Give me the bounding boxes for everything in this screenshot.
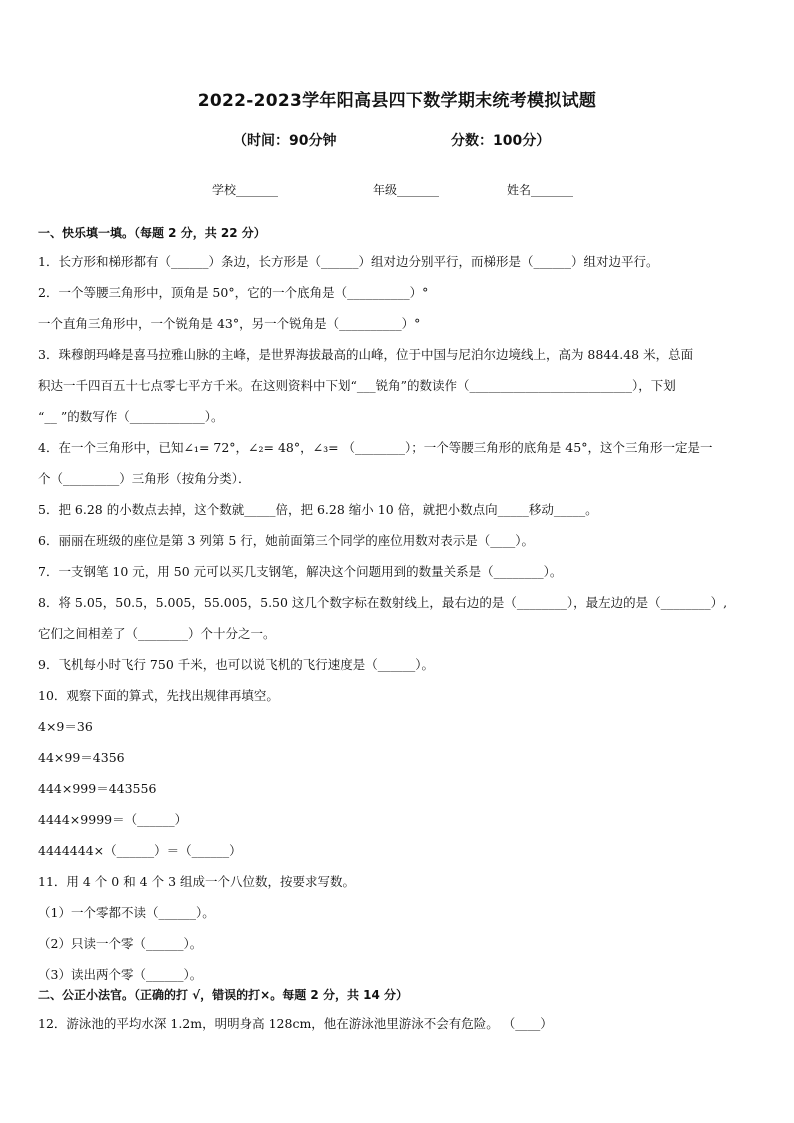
grade-field: 年级_______: [373, 183, 440, 197]
question-line: （2）只读一个零（______）。: [38, 936, 203, 951]
question-line: 6．丽丽在班级的座位是第 3 列第 5 行，她前面第三个同学的座位用数对表示是（____）。: [38, 533, 535, 548]
equation-line: 444×999＝443556: [38, 781, 157, 796]
question-line: 5．把 6.28 的小数点去掉，这个数就_____倍，把 6.28 缩小 10 倍，就把小数点向_____移动_____。: [38, 502, 598, 517]
question-line: 一个直角三角形中，一个锐角是 43°，另一个锐角是（__________）°: [38, 316, 421, 331]
equation-line: 4444×9999＝（______）: [38, 812, 188, 827]
question-line: 11．用 4 个 0 和 4 个 3 组成一个八位数，按要求写数。: [38, 874, 356, 889]
question-line: 1．长方形和梯形都有（______）条边，长方形是（______）组对边分别平行，而梯形是（______）组对边平行。: [38, 254, 659, 269]
question-line: 2．一个等腰三角形中，顶角是 50°，它的一个底角是（__________）°: [38, 285, 429, 300]
question-line: 9．飞机每小时飞行 750 千米，也可以说飞机的飞行速度是（______）。: [38, 657, 435, 672]
page-title: 2022-2023学年阳高县四下数学期末统考模拟试题: [197, 91, 597, 111]
exam-content: [38, 220, 758, 1039]
name-field: 姓名_______: [507, 183, 574, 197]
question-line: 7．一支钢笔 10 元，用 50 元可以买几支钢笔，解决这个问题用到的数量关系是（________）。: [38, 564, 563, 579]
question-line: 10．观察下面的算式，先找出规律再填空。: [38, 688, 279, 703]
equation-line: 44×99＝4356: [38, 750, 125, 765]
section-heading-1: 一、快乐填一填。（每题 2 分，共 22 分）: [38, 226, 266, 240]
question-line: “__ ”的数写作（____________）。: [38, 409, 224, 424]
question-line: 它们之间相差了（________）个十分之一。: [38, 626, 276, 641]
question-line: 3．珠穆朗玛峰是喜马拉雅山脉的主峰，是世界海拔最高的山峰，位于中国与尼泊尔边境线上，高为 8844.48 米，总面: [38, 347, 694, 362]
question-line: （1）一个零都不读（______）。: [38, 905, 215, 920]
question-line: 积达一千四百五十七点零七平方千米。在这则资料中下划“___锐角”的数读作（__________________________），下划: [38, 378, 676, 393]
school-field: 学校_______: [212, 183, 279, 197]
question-line: 个（_________）三角形（按角分类）．: [38, 471, 251, 486]
exam-time: （时间：90分钟: [233, 133, 337, 149]
question-line: 4．在一个三角形中，已知∠₁= 72°，∠₂= 48°，∠₃= （________）；一个等腰三角形的底角是 45°，这个三角形一定是一: [38, 440, 713, 455]
question-line: （3）读出两个零（______）。: [38, 967, 203, 982]
equation-line: 4×9＝36: [38, 719, 93, 734]
question-line: 12．游泳池的平均水深 1.2m，明明身高 128cm，他在游泳池里游泳不会有危险。 （____）: [38, 1016, 553, 1031]
equation-line: 4444444×（______）＝（______）: [38, 843, 242, 858]
exam-score: 分数：100分）: [451, 133, 551, 149]
section-heading-2: 二、公正小法官。（正确的打 √，错误的打×。每题 2 分，共 14 分）: [38, 988, 408, 1002]
question-line: 8．将 5.05，50.5，5.005，55.005，5.50 这几个数字标在数射线上，最右边的是（________），最左边的是（________）,: [38, 595, 728, 610]
